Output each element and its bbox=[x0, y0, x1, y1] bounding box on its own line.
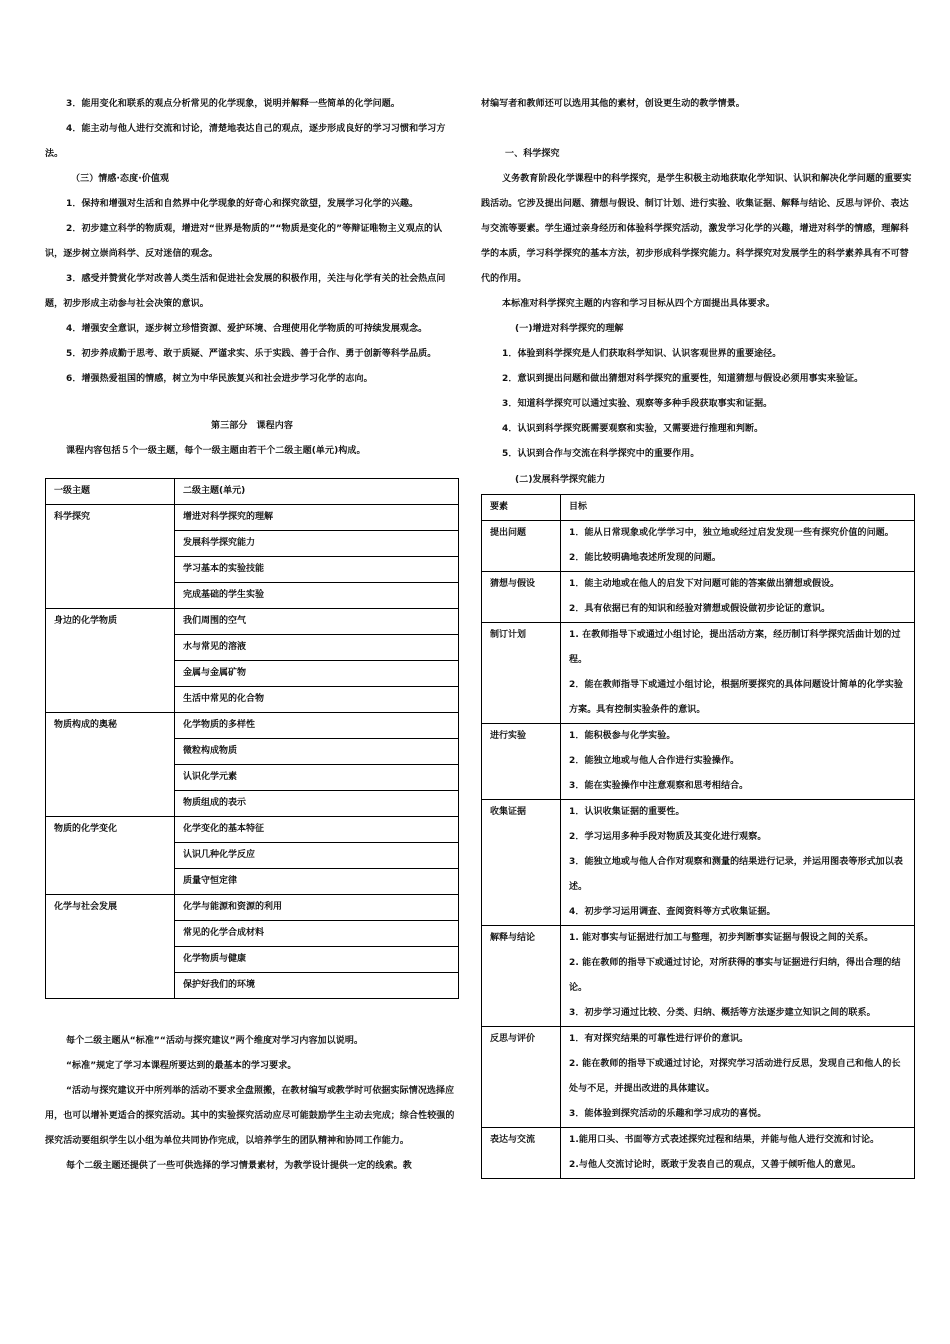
theme-cell: 身边的化学物质 bbox=[46, 609, 175, 713]
theme-cell: 科学探究 bbox=[46, 505, 175, 609]
paragraph: 课程内容包括５个一级主题，每个一级主题由若干个二级主题(单元)构成。 bbox=[66, 446, 366, 456]
subtheme-cell: 金属与金属矿物 bbox=[175, 661, 459, 687]
goals-cell bbox=[561, 800, 915, 926]
table-row bbox=[46, 817, 459, 843]
goal-item: 1. 在教师指导下或通过小组讨论，提出活动方案，经历制订科学探究活曲计划的过程。 bbox=[569, 630, 901, 665]
subtheme-cell: 我们周围的空气 bbox=[175, 609, 459, 635]
table-row bbox=[482, 724, 915, 800]
section-title: 一、科学探究 bbox=[505, 149, 560, 159]
element-cell: 猜想与假设 bbox=[482, 572, 561, 623]
theme-cell: 物质的化学变化 bbox=[46, 817, 175, 895]
goal-item: 2.与他人交流讨论时，既敢于发表自己的观点，又善于倾听他人的意见。 bbox=[569, 1160, 861, 1170]
goal-item: 2．学习运用多种手段对物质及其变化进行观察。 bbox=[569, 832, 767, 842]
table-row bbox=[482, 926, 915, 1027]
paragraph: 6．增强热爱祖国的情感，树立为中华民族复兴和社会进步学习化学的志向。 bbox=[66, 374, 373, 384]
goal-item: 1．认识收集证据的重要性。 bbox=[569, 807, 685, 817]
goals-cell bbox=[561, 521, 915, 572]
element-cell: 解释与结论 bbox=[482, 926, 561, 1027]
subtheme-cell: 物质组成的表示 bbox=[175, 791, 459, 817]
goal-item: 1．能积极参与化学实验。 bbox=[569, 731, 676, 741]
subtheme-cell: 化学物质与健康 bbox=[175, 947, 459, 973]
subtheme-cell: 化学与能源和资源的利用 bbox=[175, 895, 459, 921]
goal-item: 3．能在实验操作中注意观察和思考相结合。 bbox=[569, 781, 749, 791]
subtheme-cell: 发展科学探究能力 bbox=[175, 531, 459, 557]
paragraph: 每个二级主题还提供了一些可供选择的学习情景素材，为教学设计提供一定的线索。教 bbox=[66, 1161, 412, 1171]
element-cell: 反思与评价 bbox=[482, 1027, 561, 1128]
left-column bbox=[45, 0, 459, 1179]
part-title: 第三部分 课程内容 bbox=[211, 421, 293, 431]
subtheme-cell: 保护好我们的环境 bbox=[175, 973, 459, 999]
goal-item: 3．初步学习通过比较、分类、归纳、概括等方法逐步建立知识之间的联系。 bbox=[569, 1008, 876, 1018]
paragraph: 5．初步养成勤于思考、敢于质疑、严谨求实、乐于实践、善于合作、勇于创新等科学品质。 bbox=[66, 349, 437, 359]
table-row bbox=[46, 609, 459, 635]
paragraph: 义务教育阶段化学课程中的科学探究，是学生积极主动地获取化学知识、认识和解决化学问题的重要实践活动。它涉及提出问题、猜想与假设、制订计划、进行实验、收集证据、解释与结论、反思与评价、表达与交流等要素。学生通过亲身经历和体验科学探究活动，激发学习化学的兴趣，增进对科学的情感，理解科学的本质，学习科学探究的基本方法，初步形成科学探究能力。科学探究对发展学生的科学素养具有不可替代的作用。 bbox=[481, 174, 912, 284]
goals-cell bbox=[561, 1128, 915, 1179]
subtheme-cell: 完成基础的学生实验 bbox=[175, 583, 459, 609]
course-content-table bbox=[45, 478, 459, 999]
goal-item: 2．具有依据已有的知识和经验对猜想或假设做初步论证的意识。 bbox=[569, 604, 831, 614]
list-item: 1．体验到科学探究是人们获取科学知识、认识客观世界的重要途径。 bbox=[502, 349, 782, 359]
goal-item: 3．能独立地或与他人合作对观察和测量的结果进行记录，并运用图表等形式加以表述。 bbox=[569, 857, 903, 892]
goal-item: 1.能用口头、书面等方式表述探究过程和结果，并能与他人进行交流和讨论。 bbox=[569, 1135, 880, 1145]
goal-item: 3．能体验到探究活动的乐趣和学习成功的喜悦。 bbox=[569, 1109, 767, 1119]
table-row bbox=[482, 1128, 915, 1179]
paragraph: 4．能主动与他人进行交流和讨论，清楚地表达自己的观点，逐步形成良好的学习习惯和学习方法。 bbox=[45, 124, 446, 159]
table-row bbox=[482, 572, 915, 623]
header-cell: 目标 bbox=[561, 495, 915, 521]
goal-item: 2．能独立地或与他人合作进行实验操作。 bbox=[569, 756, 740, 766]
paragraph: 3．感受并赞赏化学对改善人类生活和促进社会发展的积极作用，关注与化学有关的社会热点问题，初步形成主动参与社会决策的意识。 bbox=[45, 274, 446, 309]
table-row bbox=[482, 623, 915, 724]
list-item: 2．意识到提出问题和做出猜想对科学探究的重要性，知道猜想与假设必须用事实来验证。 bbox=[502, 374, 864, 384]
table-row bbox=[46, 713, 459, 739]
goal-item: 1．能主动地或在他人的启发下对问题可能的答案做出猜想或假设。 bbox=[569, 579, 840, 589]
inquiry-ability-table bbox=[481, 494, 915, 1179]
goals-cell bbox=[561, 623, 915, 724]
paragraph: 4．增强安全意识，逐步树立珍惜资源、爱护环境、合理使用化学物质的可持续发展观念。 bbox=[66, 324, 428, 334]
subtheme-cell: 学习基本的实验技能 bbox=[175, 557, 459, 583]
table-row bbox=[482, 521, 915, 572]
table-row bbox=[482, 1027, 915, 1128]
goal-item: 2. 能在教师的指导下或通过讨论，对所获得的事实与证据进行归纳，得出合理的结论。 bbox=[569, 958, 901, 993]
subsection-title: (二)发展科学探究能力 bbox=[515, 475, 606, 485]
subsection-title: (一)增进对科学探究的理解 bbox=[515, 324, 624, 334]
table-row bbox=[46, 895, 459, 921]
paragraph: “活动与探究建议开中所列举的活动不要求全盘照搬，在教材编写或教学时可依据实际情况选择应用，也可以增补更适合的探究活动。其中的实验探究活动应尽可能鼓励学生主动去完成；综合性较强的探究活动要组织学生以小组为单位共同协作完成，以培养学生的团队精神和协同工作能力。 bbox=[45, 1086, 455, 1146]
list-item: 3．知道科学探究可以通过实验、观察等多种手段获取事实和证据。 bbox=[502, 399, 773, 409]
list-item: 5．认识到合作与交流在科学探究中的重要作用。 bbox=[502, 449, 700, 459]
goals-cell bbox=[561, 572, 915, 623]
goal-item: 2．能比较明确地表述所发现的问题。 bbox=[569, 553, 721, 563]
paragraph: 3．能用变化和联系的观点分析常见的化学现象，说明并解释一些简单的化学问题。 bbox=[66, 99, 400, 109]
section-heading: （三）情感·态度·价值观 bbox=[71, 174, 170, 184]
goal-item: 2. 能在教师的指导下或通过讨论，对探究学习活动进行反思，发现自己和他人的长处与不足，并提出改进的具体建议。 bbox=[569, 1059, 901, 1094]
header-cell: 二级主题(单元) bbox=[175, 479, 459, 505]
paragraph: 1．保持和增强对生活和自然界中化学现象的好奇心和探究欲望，发展学习化学的兴趣。 bbox=[66, 199, 419, 209]
list-item: 4．认识到科学探究既需要观察和实验，又需要进行推理和判断。 bbox=[502, 424, 764, 434]
subtheme-cell: 增进对科学探究的理解 bbox=[175, 505, 459, 531]
subtheme-cell: 常见的化学合成材料 bbox=[175, 921, 459, 947]
goal-item: 2．能在教师指导下或通过小组讨论，根据所要探究的具体问题设计简单的化学实验方案。具有控制实验条件的意识。 bbox=[569, 680, 903, 715]
element-cell: 提出问题 bbox=[482, 521, 561, 572]
goal-item: 1．能从日常现象或化学学习中，独立地或经过启发发现一些有探究价值的问题。 bbox=[569, 528, 894, 538]
theme-cell: 化学与社会发展 bbox=[46, 895, 175, 999]
table-header-row bbox=[46, 479, 459, 505]
goal-item: 1．有对探究结果的可靠性进行评价的意识。 bbox=[569, 1034, 749, 1044]
subtheme-cell: 认识几种化学反应 bbox=[175, 843, 459, 869]
subtheme-cell: 化学物质的多样性 bbox=[175, 713, 459, 739]
element-cell: 进行实验 bbox=[482, 724, 561, 800]
goal-item: 4．初步学习运用调查、查阅资料等方式收集证据。 bbox=[569, 907, 776, 917]
subtheme-cell: 化学变化的基本特征 bbox=[175, 817, 459, 843]
paragraph: 2．初步建立科学的物质观，增进对“世界是物质的”“物质是变化的”等辩证唯物主义观点的认识，逐步树立崇尚科学、反对迷信的观念。 bbox=[45, 224, 443, 259]
element-cell: 表达与交流 bbox=[482, 1128, 561, 1179]
subtheme-cell: 生活中常见的化合物 bbox=[175, 687, 459, 713]
subtheme-cell: 质量守恒定律 bbox=[175, 869, 459, 895]
paragraph: “标准”规定了学习本课程所要达到的最基本的学习要求。 bbox=[66, 1061, 297, 1071]
paragraph: 本标准对科学探究主题的内容和学习目标从四个方面提出具体要求。 bbox=[502, 299, 776, 309]
paragraph: 材编写者和教师还可以选用其他的素材，创设更生动的教学情景。 bbox=[481, 99, 745, 109]
header-cell: 要素 bbox=[482, 495, 561, 521]
subtheme-cell: 微粒构成物质 bbox=[175, 739, 459, 765]
table-row bbox=[46, 505, 459, 531]
header-cell: 一级主题 bbox=[46, 479, 175, 505]
goal-item: 1. 能对事实与证据进行加工与整理，初步判断事实证据与假设之间的关系。 bbox=[569, 933, 874, 943]
goals-cell bbox=[561, 926, 915, 1027]
element-cell: 收集证据 bbox=[482, 800, 561, 926]
goals-cell bbox=[561, 1027, 915, 1128]
goals-cell bbox=[561, 724, 915, 800]
paragraph: 每个二级主题从“标准”“活动与探究建议”两个维度对学习内容加以说明。 bbox=[66, 1036, 364, 1046]
table-header-row bbox=[482, 495, 915, 521]
subtheme-cell: 认识化学元素 bbox=[175, 765, 459, 791]
theme-cell: 物质构成的奥秘 bbox=[46, 713, 175, 817]
right-column bbox=[481, 0, 915, 1179]
subtheme-cell: 水与常见的溶液 bbox=[175, 635, 459, 661]
table-row bbox=[482, 800, 915, 926]
element-cell: 制订计划 bbox=[482, 623, 561, 724]
